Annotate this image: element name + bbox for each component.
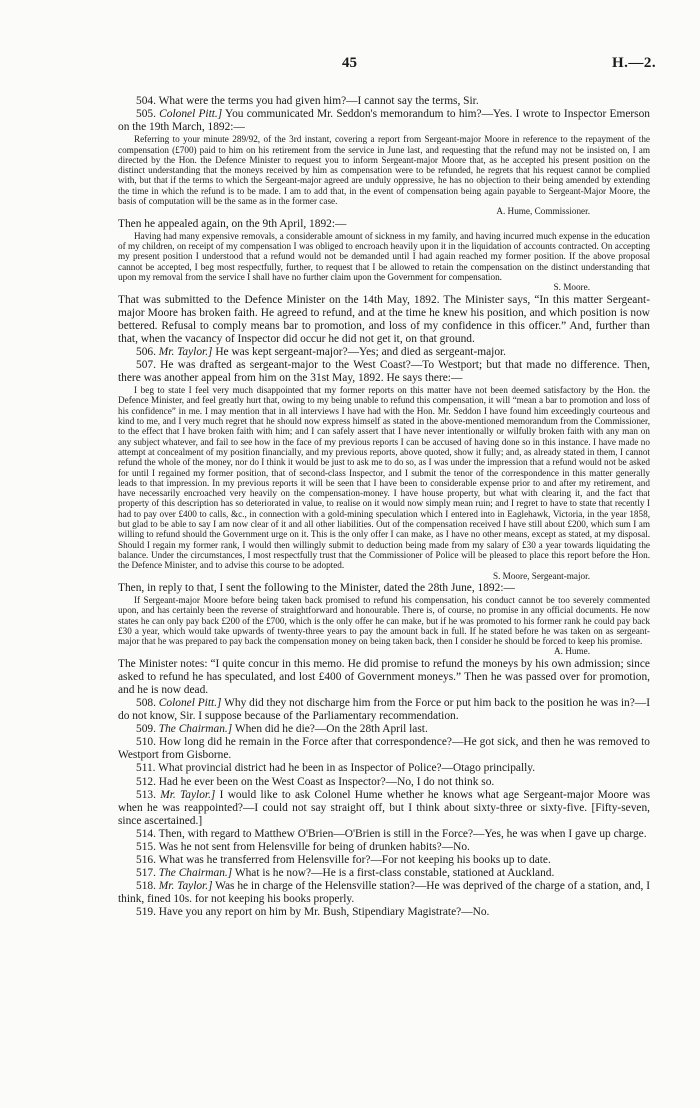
question-answer bbox=[118, 108, 650, 134]
question-number: 517. bbox=[136, 867, 159, 880]
speaker-label: Colonel Pitt.] bbox=[158, 696, 222, 709]
narrative-paragraph: The Minister notes: “I quite concur in this memo. He did promise to refund the moneys by his own admission; since asked to refund he has speculated, and lost £400 of Government moneys.” Then he was passed over for promotion, and he is now dead. bbox=[118, 657, 650, 696]
quoted-letter: Referring to your minute 289/92, of the 3rd instant, covering a report from Sergeant-major Moore in reference to the repayment of the compensation (£700) paid to him on his retirement from the service in June last, and requesting that the refund may not be insisted on, I am directed by the Hon. the Defence Minister to request you to inform Sergeant-major Moore that, as he accepted his present position on the distinct understanding that the moneys received by him as compensation were to be refunded, he regrets that his request cannot be complied with, but that if the terms to which the Sergeant-major agreed are unduly oppressive, he has no objection to their being amended by extending the time in which the refund is to be made. I am to add that, in the event of compensation being again payable to Sergeant-Major Moore, the basis of computation will be the same as in the former case. bbox=[118, 134, 650, 207]
speaker-label: Colonel Pitt.] bbox=[159, 108, 223, 121]
question-answer: 511. What provincial district had he been in as Inspector of Police?—Otago principally. bbox=[136, 762, 536, 775]
signature: A. Hume. bbox=[554, 646, 590, 657]
question-text: Was he in charge of the Helensville station?—He was deprived of the charge of a station, and, I think, fined 10s. for not keeping his books properly. bbox=[118, 880, 651, 906]
quoted-letter: Having had many expensive removals, a considerable amount of sickness in my family, and having incurred much expense in the education of my children, on receipt of my compensation I was obliged to encroach heavily upon it in the liquidation of accounts contracted. On accepting my present position I understood that a refund would not be demanded until I had again reached my former position. If the above proposal cannot be accepted, I beg most respectfully, further, to request that I be allowed to retain the compensation on the distinct understanding that upon my removal from the service I shall have no further claim upon the Government for compensation. bbox=[118, 230, 650, 282]
question-number: 518. bbox=[136, 880, 159, 893]
speaker-label: The Chairman.] bbox=[158, 723, 233, 736]
signature: A. Hume, Commissioner. bbox=[496, 206, 590, 217]
question-answer: 504. What were the terms you had given him?—I cannot say the terms, Sir. bbox=[136, 95, 479, 107]
question-answer: 515. Was he not sent from Helensville for being of drunken habits?—No. bbox=[136, 841, 470, 854]
speaker-label: Mr. Taylor.] bbox=[158, 345, 213, 358]
question-answer: 510. How long did he remain in the Force after that correspondence?—He got sick, and then he was removed to Westport from Gisborne. bbox=[118, 736, 650, 762]
speaker-label: The Chairman.] bbox=[158, 867, 233, 880]
question-text: Why did they not discharge him from the Force or put him back to the position he was in?—I do not know, Sir. I suppose because of the Parliamentary recommendation. bbox=[118, 696, 650, 723]
signature: S. Moore. bbox=[553, 282, 590, 293]
document-body bbox=[118, 95, 650, 920]
question-text: You communicated Mr. Seddon's memorandum to him?—Yes. I wrote to Inspector Emerson on the 19th March, 1892:— bbox=[118, 108, 651, 134]
question-answer bbox=[118, 697, 650, 723]
paper-reference: H.—2. bbox=[612, 55, 657, 71]
question-number: 505. bbox=[136, 108, 160, 121]
speaker-label: Mr. Taylor.] bbox=[160, 788, 216, 801]
quoted-letter: I beg to state I feel very much disappointed that my former reports on this matter have not been deemed satisfactory by the Hon. the Defence Minister, and feel greatly hurt that, owing to my being unable to refund this compensation, it will “mean a bar to promotion and loss of his confidence” in me. I may mention that in all interviews I have had with the Hon. Mr. Seddon I have found him exceedingly courteous and kind to me, and I very much regret that he should now express himself as stated in the above-mentioned memorandum from the Commissioner, to the effect that I have broken faith with him; and I can safely assert that I have never intentionally or wilfully broken faith with any man on any subject whatever, and fail to see how in the face of my previous reports I can be accused of having done so in this instance. I have made no attempt at concealment of my position financially, and my previous reports, above quoted, show it fully; and, as already stated in them, I cannot refund the whole of the money, nor do I think it would be just to ask me to do so, as I was under the impression that a refund would not be asked for until I regained my former position, that of second-class Inspector, and I submit the tenor of the correspondence in this matter generally leads to that impression. In my previous reports it will be seen that I have been to considerable expense prior to and after my retirement, and have necessarily encroached very heavily on the compensation-money. I have house property, but what with clearing it, and the fact that property of this description has so deteriorated in value, to realise on it would now simply mean ruin; and I regret to have to state that recently I had to pay over £400 to calls, &c., in connection with a gold-mining speculation which I entered into in Eaglehawk, Victoria, in the year 1858, but glad to be able to say I am now clear of it and all other liabilities. Out of the compensation received I have still about £200, which sum I am willing to refund should the Government urge on it. This is the only offer I can make, as I have no other means, except as stated, at my disposal. Should I regain my former rank, I would then willingly submit to deduction being made from my salary of £30 a year towards liquidating the balance. Under the circumstances, I most respectfully trust that the Commissioner of Police will be pleased to place this report before the Hon. the Defence Minister, and to advise this course to be adopted. bbox=[118, 385, 650, 571]
question-answer bbox=[118, 723, 650, 736]
question-number: 509. bbox=[136, 723, 159, 736]
question-number: 506. bbox=[136, 345, 159, 358]
question-text: He was kept sergeant-major?—Yes; and died as sergeant-major. bbox=[212, 345, 507, 358]
question-answer: 516. What was he transferred from Helensville for?—For not keeping his books up to date. bbox=[136, 854, 551, 867]
page-number: 45 bbox=[342, 55, 357, 71]
question-answer bbox=[118, 789, 650, 828]
question-answer: 507. He was drafted as sergeant-major to the West Coast?—To Westport; but that made no difference. Then, there was another appeal from him on the 31st May, 1892. He says there:— bbox=[118, 359, 650, 385]
question-answer: 514. Then, with regard to Matthew O'Brien—O'Brien is still in the Force?—Yes, he was when I gave up charge. bbox=[136, 827, 647, 840]
question-answer: 519. Have you any report on him by Mr. Bush, Stipendiary Magistrate?—No. bbox=[136, 906, 490, 919]
quoted-letter: If Sergeant-major Moore before being taken back promised to refund his compensation, his conduct cannot be too severely commented upon, and has certainly been the reverse of straightforward and honourable. There is, of course, no promise in any official documents. He now states he can only pay back £200 of the £700, which is the only offer he can make, but if he was promoted to his former rank he could pay back £30 a year, which would take upwards of twenty-three years to pay the amount back in full. If he stated before he was taken on as sergeant-major that he was prepared to pay back the compensation money on being taken back, then I consider he should be forced to keep his promise. bbox=[118, 594, 650, 647]
narrative-paragraph: Then, in reply to that, I sent the following to the Minister, dated the 28th June, 1892:— bbox=[118, 581, 515, 594]
narrative-paragraph: That was submitted to the Defence Minister on the 14th May, 1892. The Minister says, “In this matter Sergeant-major Moore has broken faith. He agreed to refund, and at the time he knew his position, and which position is now bettered. Refusal to comply means bar to promotion, and loss of my confidence in this officer.” And, further than that, when the vacancy of Inspector did occur he did not get it, on that ground. bbox=[118, 293, 650, 345]
question-answer bbox=[118, 880, 650, 906]
signature: S. Moore, Sergeant-major. bbox=[492, 570, 590, 581]
question-number: 508. bbox=[136, 696, 159, 709]
question-answer bbox=[118, 346, 650, 359]
question-text: I would like to ask Colonel Hume whether he knows what age Sergeant-major Moore was when he was reappointed?—I could not say straight off, but I think about sixty-three or sixty-five. [Fifty-seven, since ascertained.] bbox=[118, 788, 651, 827]
question-text: When did he die?—On the 28th April last. bbox=[232, 723, 428, 736]
question-number: 513. bbox=[136, 788, 161, 801]
narrative-paragraph: Then he appealed again, on the 9th April, 1892:— bbox=[118, 217, 347, 230]
question-answer bbox=[118, 867, 650, 880]
speaker-label: Mr. Taylor.] bbox=[158, 880, 213, 893]
question-answer: 512. Had he ever been on the West Coast as Inspector?—No, I do not think so. bbox=[136, 775, 495, 788]
question-text: What is he now?—He is a first-class constable, stationed at Auckland. bbox=[232, 867, 555, 880]
